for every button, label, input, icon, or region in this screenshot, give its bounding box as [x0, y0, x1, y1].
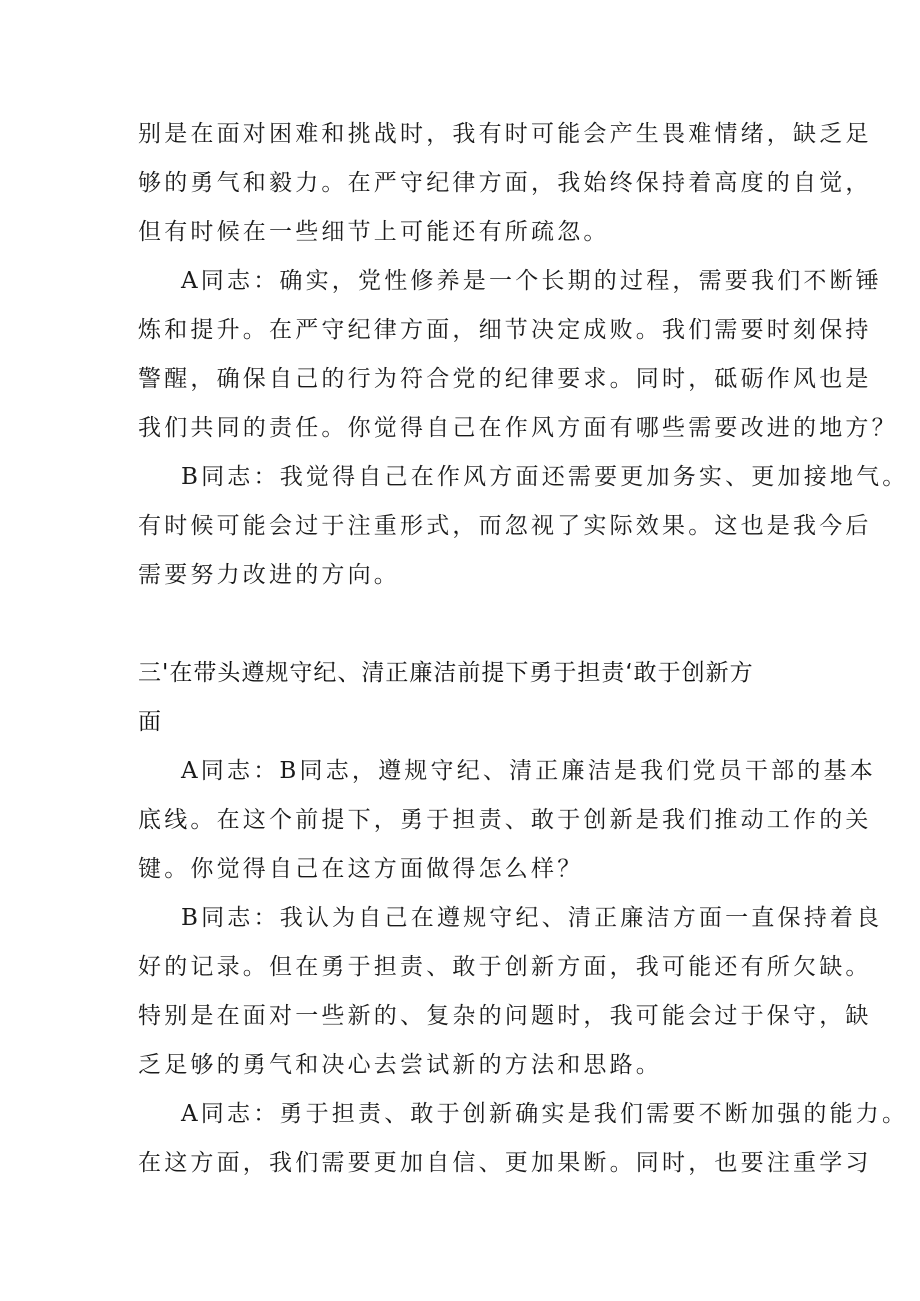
text-line: 键。你觉得自己在这方面做得怎么样？ — [138, 856, 584, 882]
text-line: A同志：确实，党性修养是一个长期的过程，需要我们不断锤 — [181, 268, 883, 294]
text-line: 我们共同的责任。你觉得自己在作风方面有哪些需要改进的地方？ — [138, 415, 898, 441]
text-line: A同志：B同志，遵规守纪、清正廉洁是我们党员干部的基本 — [181, 758, 876, 784]
text-line: 乏足够的勇气和决心去尝试新的方法和思路。 — [138, 1052, 662, 1078]
text-line: A同志：勇于担责、敢于创新确实是我们需要不断加强的能力。 — [181, 1101, 909, 1127]
heading-line: 面 — [138, 709, 162, 735]
text-line: B同志：我觉得自己在作风方面还需要更加务实、更加接地气。 — [181, 464, 909, 490]
text-line: 在这方面，我们需要更加自信、更加果断。同时，也要注重学习 — [138, 1150, 872, 1176]
text-line: 好的记录。但在勇于担责、敢于创新方面，我可能还有所欠缺。 — [138, 954, 872, 980]
text-line: 底线。在这个前提下，勇于担责、敢于创新是我们推动工作的关 — [138, 807, 872, 833]
text-line: B同志：我认为自己在遵规守纪、清正廉洁方面一直保持着良 — [181, 905, 883, 931]
text-line: 有时候可能会过于注重形式，而忽视了实际效果。这也是我今后 — [138, 513, 872, 539]
text-line: 需要努力改进的方向。 — [138, 562, 400, 588]
heading-line: 三'在带头遵规守纪、清正廉洁前提下勇于担责‘敢于创新方 — [138, 660, 754, 686]
text-line: 特别是在面对一些新的、复杂的问题时，我可能会过于保守，缺 — [138, 1003, 872, 1029]
text-line: 警醒，确保自己的行为符合党的纪律要求。同时，砥砺作风也是 — [138, 366, 872, 392]
text-line: 够的勇气和毅力。在严守纪律方面，我始终保持着高度的自觉， — [138, 170, 872, 196]
text-line: 但有时候在一些细节上可能还有所疏忽。 — [138, 219, 610, 245]
text-line: 别是在面对困难和挑战时，我有时可能会产生畏难情绪，缺乏足 — [138, 121, 872, 147]
text-line: 炼和提升。在严守纪律方面，细节决定成败。我们需要时刻保持 — [138, 317, 872, 343]
